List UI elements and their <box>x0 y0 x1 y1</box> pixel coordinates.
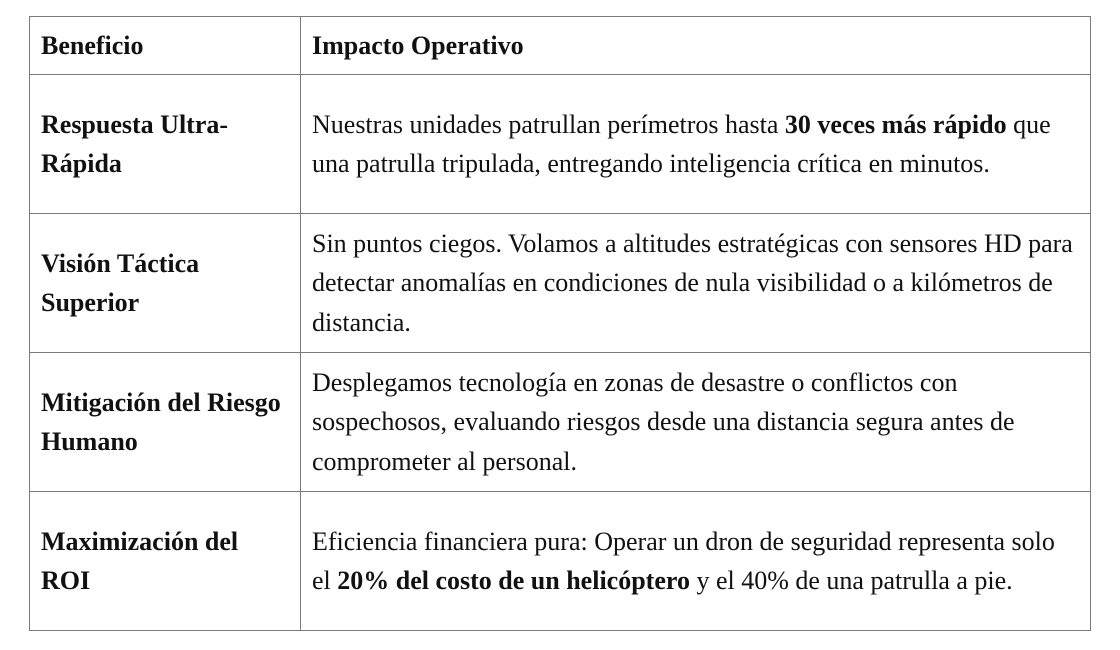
benefit-cell: Maximización del ROI <box>30 492 301 631</box>
impact-cell: Sin puntos ciegos. Volamos a altitudes estratégicas con sensores HD para detectar anomalías en condiciones de nula visibilidad o a kilómetros de distancia. <box>301 214 1091 353</box>
table-row <box>30 353 1091 492</box>
impact-cell <box>301 75 1091 214</box>
table-header-row <box>30 17 1091 75</box>
impact-text: Nuestras unidades patrullan perímetros hasta <box>312 109 785 139</box>
impact-cell <box>301 492 1091 631</box>
impact-highlight: 20% del costo de un helicóptero <box>337 566 690 595</box>
header-impact: Impacto Operativo <box>301 17 1091 75</box>
benefit-cell: Visión Táctica Superior <box>30 214 301 353</box>
benefit-cell: Respuesta Ultra-Rápida <box>30 75 301 214</box>
header-benefit: Beneficio <box>30 17 301 75</box>
impact-cell: Desplegamos tecnología en zonas de desastre o conflictos con sospechosos, evaluando riesgos desde una distancia segura antes de comprometer al personal. <box>301 353 1091 492</box>
impact-text: que una patrulla tripulada, entregando inteligencia crítica en minutos. <box>312 109 1051 178</box>
impact-text: y el 40% de una patrulla a pie. <box>689 566 1013 595</box>
benefits-table <box>29 16 1091 631</box>
benefit-cell: Mitigación del Riesgo Humano <box>30 353 301 492</box>
table-row <box>30 75 1091 214</box>
impact-text: Eficiencia financiera pura: Operar un dron de seguridad representa solo el <box>312 526 1055 595</box>
table-row <box>30 214 1091 353</box>
table-row <box>30 492 1091 631</box>
impact-highlight: 30 veces más rápido <box>784 109 1007 139</box>
